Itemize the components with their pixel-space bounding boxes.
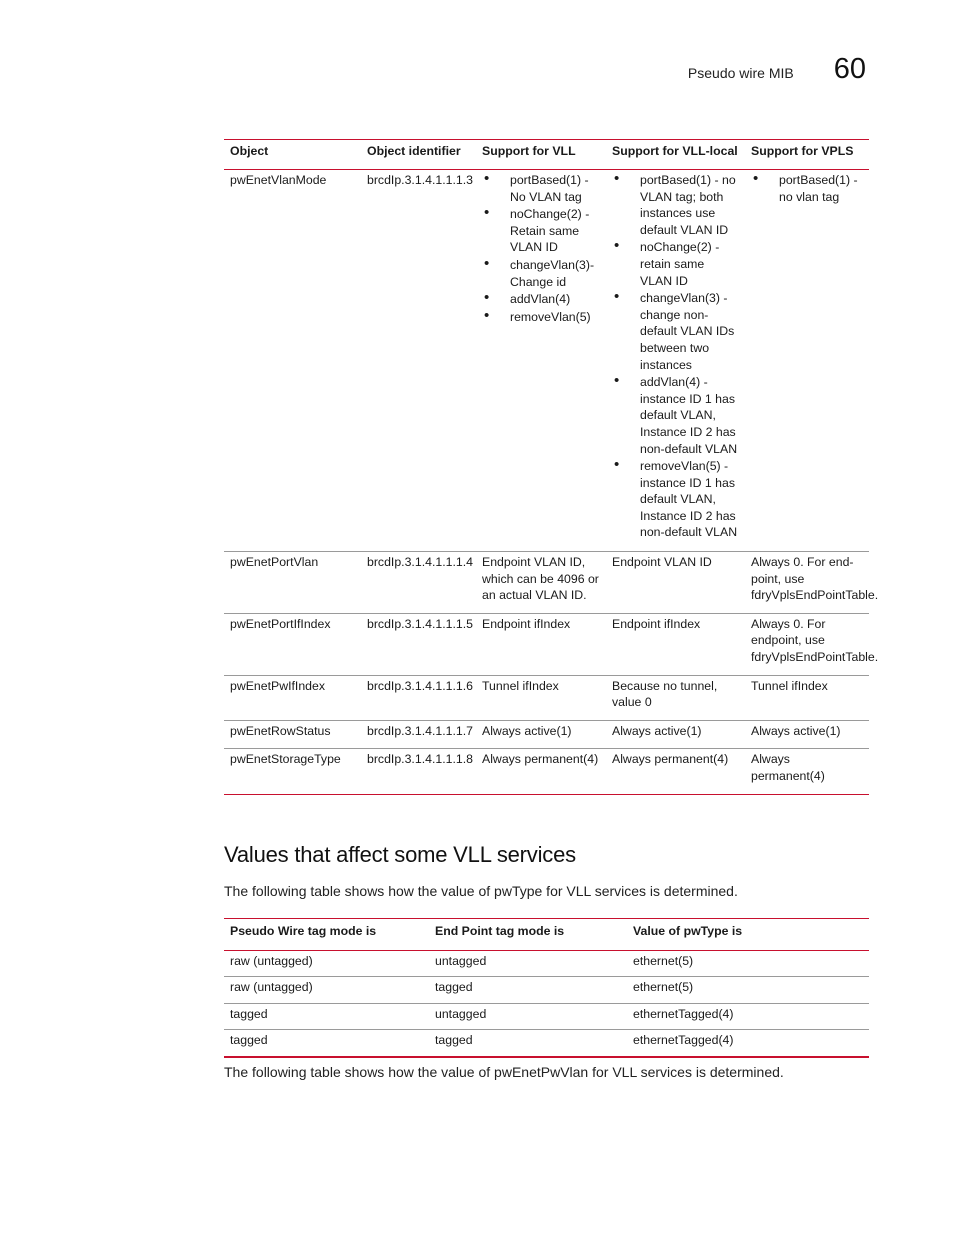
table-cell: ethernetTagged(4)	[633, 1033, 734, 1048]
table-cell: ethernet(5)	[633, 953, 694, 968]
table-cell: raw (untagged)	[230, 980, 313, 995]
table-row	[224, 950, 869, 977]
cell-vll: Tunnel ifIndex	[482, 678, 559, 693]
list-item: • changeVlan(3) - change non-default VLAN IDs between two instances	[612, 290, 739, 373]
table-row	[224, 977, 869, 1004]
table-row	[224, 1030, 869, 1057]
list-item: • removeVlan(5)	[482, 309, 600, 326]
intro-paragraph: The following table shows how the value of pwType for VLL services is determined.	[224, 883, 738, 899]
cell-object: pwEnetStorageType	[230, 752, 341, 767]
table-row	[224, 720, 869, 749]
cell-vll-local: Always permanent(4)	[612, 752, 729, 767]
pwtype-table	[224, 918, 869, 1058]
table-cell: tagged	[230, 1033, 268, 1048]
bullet-list	[751, 172, 863, 205]
cell-vll-local: Endpoint VLAN ID	[612, 555, 712, 570]
list-item: • addVlan(4) - instance ID 1 has default VLAN, Instance ID 2 has non-default VLAN	[612, 374, 739, 457]
chapter-number: 60	[833, 53, 866, 85]
table-cell: tagged	[435, 980, 473, 995]
section-title: Pseudo wire MIB	[687, 65, 794, 81]
table-row	[224, 749, 869, 794]
list-item: • removeVlan(5) - instance ID 1 has default VLAN, Instance ID 2 has non-default VLAN	[612, 458, 739, 541]
bullet-list	[612, 172, 739, 541]
cell-vpls: Always active(1)	[751, 723, 841, 738]
cell-oid: brcdIp.3.1.4.1.1.1.4	[367, 555, 473, 570]
list-item: • portBased(1) - No VLAN tag	[482, 172, 600, 205]
list-item: • portBased(1) - no VLAN tag; both instances use default VLAN ID	[612, 172, 739, 238]
table-cell: raw (untagged)	[230, 953, 313, 968]
list-item: • noChange(2) - retain same VLAN ID	[612, 239, 739, 289]
cell-object: pwEnetPwIfIndex	[230, 678, 326, 693]
col-header-vll: Support for VLL	[482, 144, 576, 158]
cell-vll-local: Endpoint ifIndex	[612, 616, 701, 631]
cell-vll-local: Always active(1)	[612, 723, 702, 738]
cell-vpls: Always permanent(4)	[751, 752, 825, 783]
table-cell: untagged	[435, 1006, 487, 1021]
mib-object-table	[224, 139, 879, 795]
cell-object: pwEnetPortVlan	[230, 555, 319, 570]
cell-oid: brcdIp.3.1.4.1.1.1.8	[367, 752, 473, 767]
cell-object: pwEnetPortIfIndex	[230, 616, 331, 631]
col-header-object: Object	[230, 144, 269, 158]
cell-vll: Endpoint VLAN ID, which can be 4096 or an actual VLAN ID.	[482, 555, 599, 603]
section-heading: Values that affect some VLL services	[224, 842, 576, 867]
cell-vpls	[745, 170, 869, 552]
col-header-endpoint-tag-mode: End Point tag mode is	[435, 924, 565, 938]
table-row	[224, 170, 869, 552]
list-item: • addVlan(4)	[482, 291, 600, 308]
cell-vll: Endpoint ifIndex	[482, 616, 571, 631]
cell-vpls: Always 0. For end-point, use fdryVplsEndPointTable.	[751, 555, 879, 603]
cell-oid: brcdIp.3.1.4.1.1.1.6	[367, 678, 473, 693]
cell-vll: Always permanent(4)	[482, 752, 599, 767]
table-cell: ethernetTagged(4)	[633, 1006, 734, 1021]
cell-oid: brcdIp.3.1.4.1.1.1.3	[367, 173, 473, 187]
col-header-vpls: Support for VPLS	[751, 144, 854, 158]
col-header-oid: Object identifier	[367, 144, 461, 158]
cell-vll-local	[606, 170, 745, 552]
table-row	[224, 613, 869, 675]
col-header-vll-local: Support for VLL-local	[612, 144, 738, 158]
table-row	[224, 552, 869, 614]
cell-vpls: Always 0. For endpoint, use fdryVplsEndPointTable.	[751, 616, 879, 665]
col-header-pwtype-value: Value of pwType is	[633, 924, 743, 938]
table-row	[224, 675, 869, 720]
table-cell: tagged	[230, 1006, 268, 1021]
cell-vpls: Tunnel ifIndex	[751, 678, 828, 693]
table-cell: tagged	[435, 1033, 473, 1048]
table-cell: untagged	[435, 953, 487, 968]
table-header-row	[224, 140, 869, 170]
page-header	[688, 55, 866, 84]
cell-object: pwEnetRowStatus	[230, 723, 331, 738]
table-row	[224, 1003, 869, 1030]
cell-object: pwEnetVlanMode	[230, 173, 327, 187]
cell-vll	[476, 170, 606, 552]
list-item: • portBased(1) - no vlan tag	[751, 172, 863, 205]
bullet-list	[482, 172, 600, 325]
closing-paragraph: The following table shows how the value of pwEnetPwVlan for VLL services is determined.	[224, 1064, 784, 1080]
cell-vll: Always active(1)	[482, 723, 572, 738]
cell-oid: brcdIp.3.1.4.1.1.1.5	[367, 616, 473, 631]
table-header-row	[224, 919, 869, 951]
cell-oid: brcdIp.3.1.4.1.1.1.7	[367, 723, 473, 738]
list-item: • changeVlan(3)- Change id	[482, 257, 600, 290]
list-item: • noChange(2) - Retain same VLAN ID	[482, 206, 600, 256]
col-header-pw-tag-mode: Pseudo Wire tag mode is	[230, 924, 377, 938]
cell-vll-local: Because no tunnel, value 0	[612, 678, 718, 710]
table-cell: ethernet(5)	[633, 980, 694, 995]
